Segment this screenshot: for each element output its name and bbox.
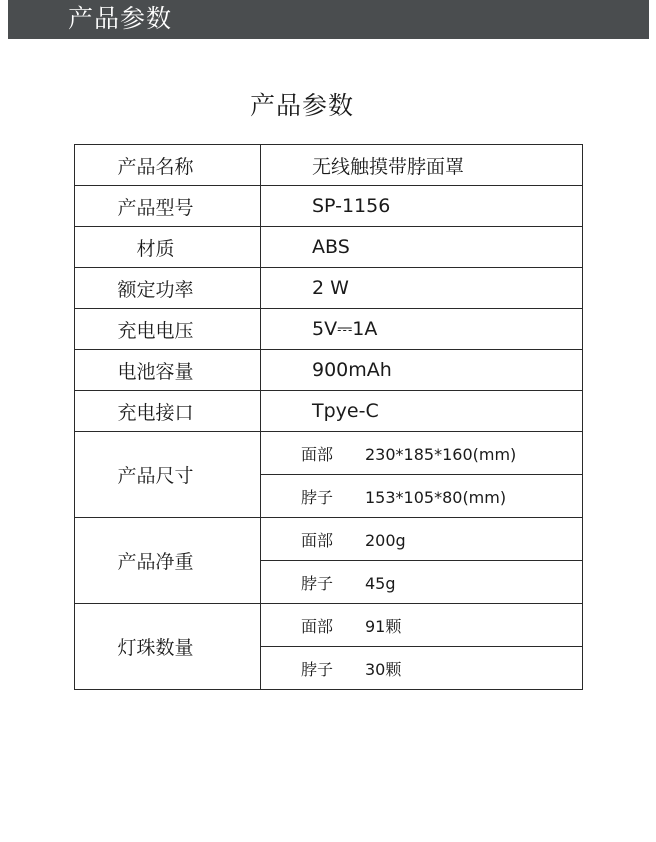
sub-value: 230*185*160(mm)	[365, 444, 517, 464]
spec-subvalue	[261, 518, 583, 561]
sub-key: 面部	[301, 616, 334, 636]
sub-value: 153*105*80(mm)	[365, 487, 507, 507]
spec-value: 900mAh	[261, 350, 583, 391]
spec-label: 产品名称	[75, 145, 261, 186]
table-row	[75, 391, 583, 432]
spec-subvalue	[261, 475, 583, 518]
table-row	[75, 309, 583, 350]
sub-key: 脖子	[301, 487, 334, 507]
spec-value: 无线触摸带脖面罩	[261, 145, 583, 186]
spec-label: 额定功率	[75, 268, 261, 309]
sub-value: 30颗	[365, 659, 402, 679]
spec-label: 产品型号	[75, 186, 261, 227]
spec-label: 灯珠数量	[75, 604, 261, 690]
sub-value: 45g	[365, 573, 396, 593]
spec-label: 产品尺寸	[75, 432, 261, 518]
sub-value: 200g	[365, 530, 406, 550]
spec-value: SP-1156	[261, 186, 583, 227]
sub-key: 面部	[301, 530, 334, 550]
page-title: 产品参数	[249, 91, 354, 120]
table-row	[75, 350, 583, 391]
sub-value: 91颗	[365, 616, 402, 636]
sub-key: 脖子	[301, 573, 334, 593]
spec-table	[74, 144, 583, 690]
table-row	[75, 186, 583, 227]
spec-subvalue	[261, 561, 583, 604]
table-row	[75, 268, 583, 309]
table-row	[75, 145, 583, 186]
spec-value: 5V⎓1A	[261, 309, 583, 350]
table-row	[75, 432, 583, 475]
spec-value: 2 W	[261, 268, 583, 309]
sub-key: 脖子	[301, 659, 334, 679]
spec-value: ABS	[261, 227, 583, 268]
spec-value: Tpye-C	[261, 391, 583, 432]
spec-subvalue	[261, 604, 583, 647]
spec-label: 材质	[75, 227, 261, 268]
table-row	[75, 604, 583, 647]
spec-label: 产品净重	[75, 518, 261, 604]
spec-subvalue	[261, 647, 583, 690]
spec-subvalue	[261, 432, 583, 475]
sub-key: 面部	[301, 444, 334, 464]
spec-label: 电池容量	[75, 350, 261, 391]
header-bar	[8, 0, 649, 39]
table-row	[75, 227, 583, 268]
header-title: 产品参数	[68, 4, 173, 33]
table-row	[75, 518, 583, 561]
spec-label: 充电接口	[75, 391, 261, 432]
spec-label: 充电电压	[75, 309, 261, 350]
